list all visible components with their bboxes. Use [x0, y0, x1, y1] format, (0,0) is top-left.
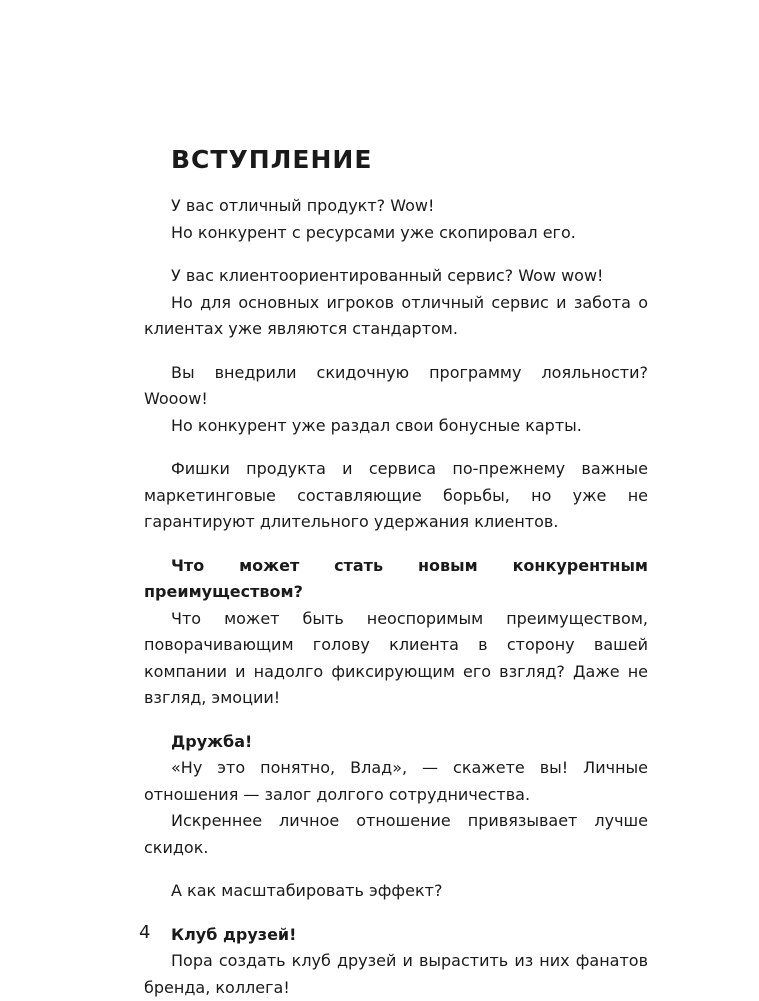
paragraph: Фишки продукта и сервиса по-прежнему важные маркетинговые составляющие борьбы, но уже не гарантируют длительного удержания клиентов. [144, 459, 648, 531]
paragraph-gap [144, 536, 648, 553]
bold-subheading: Что может стать новым конкурентным преимуществом? [144, 555, 648, 601]
paragraph-gap [144, 343, 648, 360]
bold-subheading: Клуб друзей! [171, 924, 297, 944]
paragraph-gap [144, 439, 648, 456]
page-number: 4 [139, 922, 151, 943]
paragraph: Вы внедрили скидочную программу лояльности? Wooow! [144, 362, 648, 408]
paragraph: Но для основных игроков отличный сервис и забота о клиентах уже являются стандартом. [144, 292, 648, 338]
chapter-body [144, 193, 648, 1001]
bold-subheading: Дружба! [171, 731, 253, 751]
chapter-heading: ВСТУПЛЕНИЕ [171, 145, 373, 174]
paragraph-gap [144, 861, 648, 878]
paragraph: Но конкурент с ресурсами уже скопировал его. [171, 222, 576, 242]
paragraph-gap [144, 905, 648, 922]
paragraph: У вас клиентоориентированный сервис? Wow wow! [171, 266, 604, 285]
paragraph: Искреннее личное отношение привязывает лучше скидок. [144, 811, 648, 857]
paragraph-gap [144, 246, 648, 263]
paragraph-gap [144, 712, 648, 729]
paragraph: А как масштабировать эффект? [171, 881, 443, 900]
paragraph: Но конкурент уже раздал свои бонусные карты. [171, 415, 582, 435]
paragraph: Пора создать клуб друзей и вырастить из них фанатов бренда, коллега! [144, 951, 648, 997]
paragraph: Что может быть неоспоримым преимуществом, поворачивающим голову клиента в сторону вашей компании и надолго фиксирующим его взгляд? Даже не взгляд, эмоции! [144, 608, 648, 707]
paragraph: У вас отличный продукт? Wow! [171, 196, 435, 215]
paragraph: «Ну это понятно, Влад», — скажете вы! Личные отношения — залог долгого сотрудничества. [144, 758, 648, 804]
